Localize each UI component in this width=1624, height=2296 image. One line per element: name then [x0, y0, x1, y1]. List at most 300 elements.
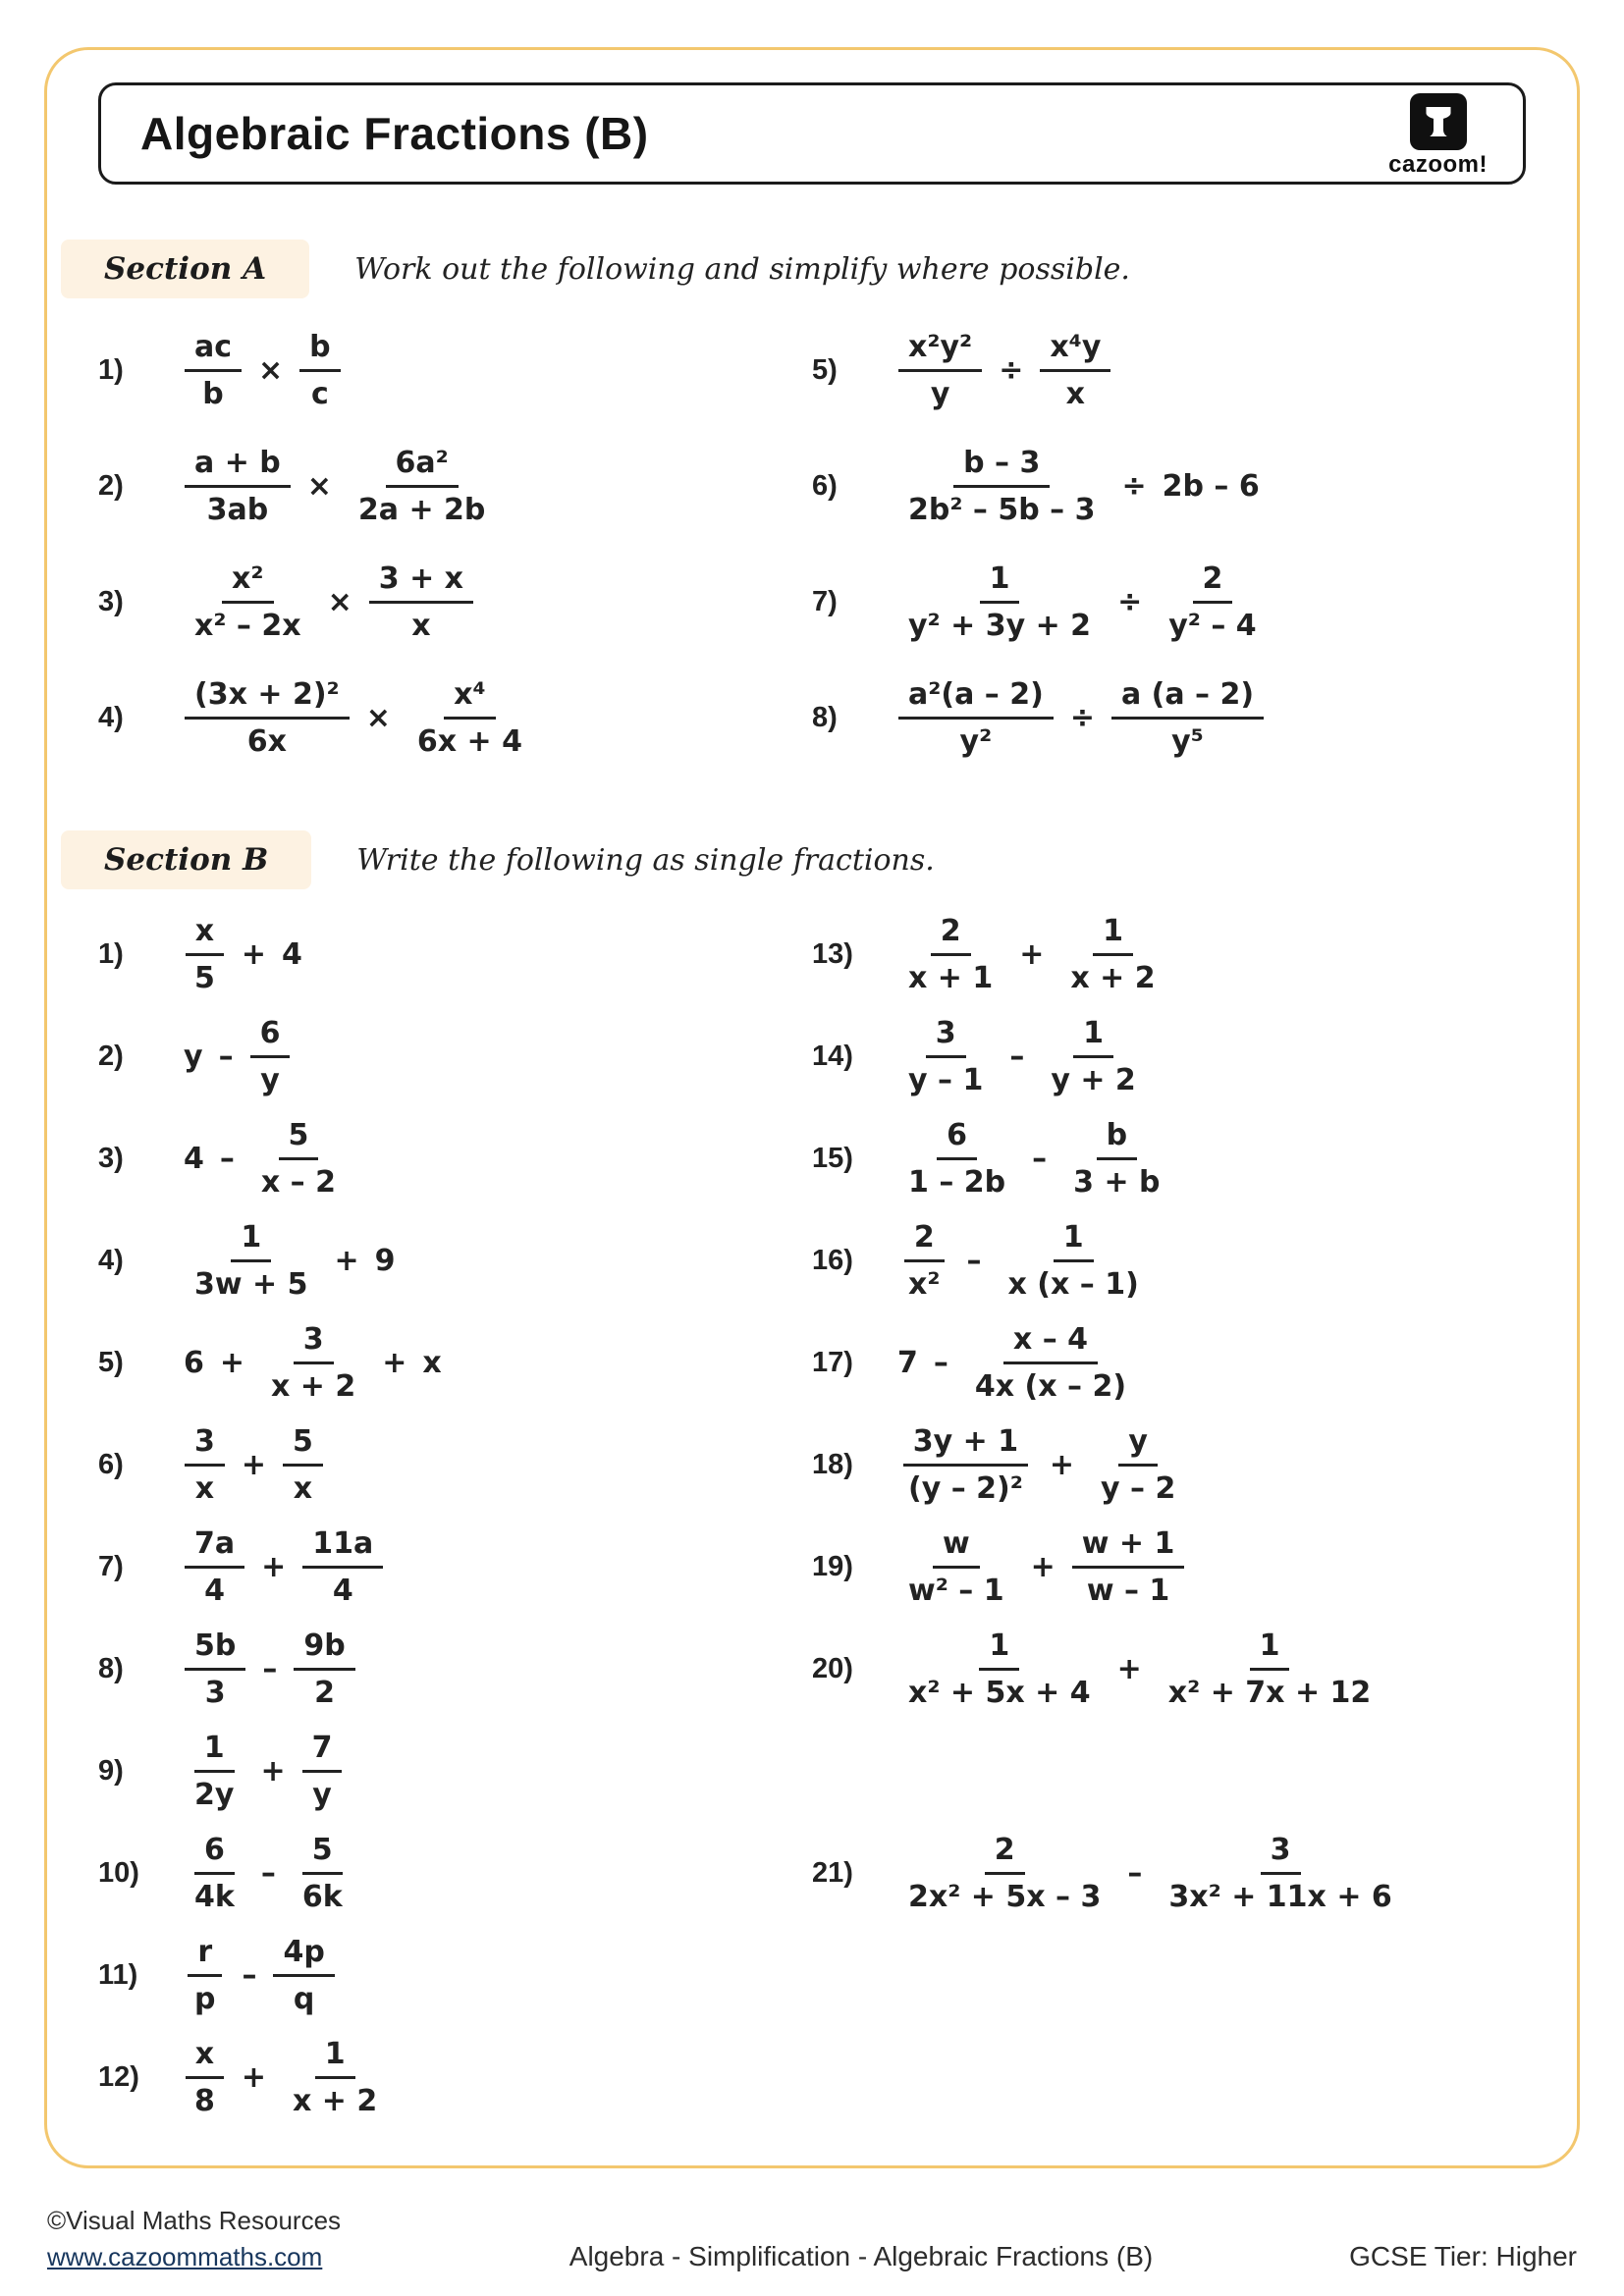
problem-number: 17) [812, 1346, 853, 1378]
fraction-denominator: p [194, 1981, 216, 2016]
fraction-numerator: 11a [302, 1526, 383, 1569]
problem [98, 1414, 812, 1516]
problem-expression [893, 677, 1270, 759]
footer-center-label: Algebra - Simplification - Algebraic Fractions (B) [568, 2241, 1154, 2271]
section-b-column-right [812, 903, 1526, 2128]
fraction-denominator: 4 [332, 1573, 353, 1608]
fraction-denominator: 4k [194, 1879, 235, 1914]
section-a-header [98, 240, 1526, 298]
fraction [1041, 1016, 1145, 1097]
fraction [294, 1629, 354, 1710]
problem-expression [179, 1016, 296, 1097]
fraction [1111, 677, 1264, 759]
problem-expression [179, 1220, 401, 1302]
problem [98, 1924, 812, 2026]
problem [812, 1618, 1526, 1720]
fraction-numerator: 5b [185, 1629, 245, 1671]
term: 4 [282, 936, 302, 972]
section-instruction: Write the following as single fractions. [356, 842, 935, 878]
fraction [898, 677, 1054, 759]
fraction-denominator: y⁵ [1171, 723, 1204, 759]
fraction [302, 1526, 383, 1608]
problem-number: 4) [98, 701, 124, 733]
fraction [898, 1118, 1015, 1200]
operator: – [966, 1243, 982, 1278]
operator: ÷ [1117, 584, 1143, 619]
fraction-denominator: y² [959, 723, 993, 759]
fraction-numerator: 2 [931, 914, 971, 956]
problem-number: 4) [98, 1244, 124, 1276]
problem-number: 3) [98, 585, 124, 617]
problem-expression [893, 1118, 1176, 1200]
problem-number: 5) [98, 1346, 124, 1378]
section-label: Section A [61, 240, 309, 298]
problem-number: 19) [812, 1550, 853, 1582]
fraction-numerator: 1 [980, 561, 1020, 604]
fraction [898, 561, 1101, 643]
fraction-denominator: 6x [246, 723, 287, 759]
fraction [185, 1629, 245, 1710]
cazoom-logo [1388, 93, 1488, 179]
fraction-numerator: 1 [194, 1731, 235, 1773]
problem-number: 8) [812, 701, 838, 733]
problem-number: 14) [812, 1040, 853, 1072]
operator: × [327, 584, 352, 619]
cazoom-logo-icon [1410, 93, 1467, 150]
problem-number: 20) [812, 1652, 853, 1684]
fraction-numerator: 1 [1093, 914, 1133, 956]
fraction-denominator: y + 2 [1051, 1062, 1136, 1097]
problem [98, 544, 812, 660]
fraction [261, 1322, 365, 1404]
operator: – [260, 1855, 276, 1891]
problem-expression [893, 1220, 1155, 1302]
problem-number: 7) [812, 585, 838, 617]
problem-expression [179, 1833, 358, 1914]
fraction [898, 1526, 1014, 1608]
fraction [283, 2037, 387, 2118]
fraction [349, 446, 496, 527]
fraction-numerator: b [299, 330, 340, 372]
fraction-numerator: a + b [185, 446, 291, 488]
problem-number: 15) [812, 1142, 853, 1174]
page-title: Algebraic Fractions (B) [140, 108, 649, 159]
fraction-denominator: 3x² + 11x + 6 [1168, 1879, 1392, 1914]
fraction [185, 1833, 244, 1914]
fraction-numerator: ac [185, 330, 242, 372]
fraction-numerator: 7a [185, 1526, 244, 1569]
footer-copyright: ©Visual Maths Resources [47, 2206, 342, 2235]
fraction-denominator: y [312, 1777, 332, 1812]
problem-expression [179, 914, 307, 995]
problem-number: 10) [98, 1856, 139, 1889]
fraction-numerator: 2 [985, 1833, 1025, 1875]
problem-expression [179, 677, 538, 759]
operator: ÷ [1069, 700, 1095, 735]
fraction-numerator: 7 [302, 1731, 343, 1773]
fraction-numerator: 1 [231, 1220, 271, 1262]
problem-expression [179, 330, 347, 411]
fraction-numerator: 2 [1193, 561, 1233, 604]
section-a-column-right [812, 312, 1526, 775]
fraction [185, 330, 242, 411]
fraction-denominator: (y – 2)² [908, 1470, 1023, 1506]
problem-expression [179, 1731, 348, 1812]
problem-number: 1) [98, 937, 124, 970]
fraction [185, 561, 311, 643]
fraction-numerator: x⁴y [1040, 330, 1110, 372]
operator: × [306, 468, 332, 504]
fraction [369, 561, 473, 643]
fraction-numerator: 3 [1261, 1833, 1301, 1875]
fraction-numerator: 3 [926, 1016, 966, 1058]
problem-expression [179, 1118, 352, 1200]
fraction-denominator: y [260, 1062, 280, 1097]
problem [812, 1311, 1526, 1414]
problem-expression [893, 1629, 1386, 1710]
problem-number: 21) [812, 1856, 853, 1889]
title-box [98, 82, 1526, 185]
problem [98, 660, 812, 775]
fraction [1159, 561, 1266, 643]
operator: + [334, 1243, 359, 1278]
problem-expression [893, 446, 1265, 527]
fraction-numerator: 4p [273, 1935, 334, 1977]
operator: ÷ [999, 352, 1024, 388]
section-instruction: Work out the following and simplify where possible. [354, 251, 1130, 287]
fraction-denominator: x + 1 [908, 960, 994, 995]
fraction-denominator: x + 2 [1070, 960, 1156, 995]
problem-number: 3) [98, 1142, 124, 1174]
fraction-numerator: 5 [283, 1424, 323, 1467]
section-b [98, 830, 1526, 2128]
fraction-numerator: 3 + x [369, 561, 473, 604]
term: 4 [184, 1141, 204, 1176]
fraction-numerator: r [188, 1935, 222, 1977]
fraction [302, 1731, 343, 1812]
fraction-denominator: x + 2 [293, 2083, 378, 2118]
fraction-numerator: 3 [185, 1424, 225, 1467]
operator: – [1127, 1855, 1143, 1891]
operator: – [1032, 1141, 1048, 1176]
fraction [898, 1629, 1101, 1710]
fraction [185, 1220, 318, 1302]
fraction [185, 1424, 225, 1506]
fraction-numerator: x²y² [898, 330, 982, 372]
fraction-numerator: 9b [294, 1629, 354, 1671]
fraction-denominator: w – 1 [1086, 1573, 1170, 1608]
operator: – [262, 1651, 278, 1686]
operator: + [260, 1753, 286, 1789]
problem [98, 1005, 812, 1107]
operator: × [258, 352, 284, 388]
fraction-numerator: x [186, 914, 224, 956]
fraction [1060, 914, 1164, 995]
problem-number: 11) [98, 1958, 138, 1991]
fraction-numerator: 6 [937, 1118, 977, 1160]
fraction-denominator: x² + 5x + 4 [908, 1675, 1091, 1710]
fraction-denominator: 2a + 2b [357, 492, 486, 527]
fraction-denominator: 8 [194, 2083, 215, 2118]
term: y [184, 1039, 203, 1074]
fraction [898, 1016, 993, 1097]
section-label: Section B [61, 830, 311, 889]
problem-number: 2) [98, 1040, 124, 1072]
fraction-numerator: (3x + 2)² [185, 677, 350, 720]
problem [812, 428, 1526, 544]
fraction-denominator: 4x (x – 2) [974, 1368, 1127, 1404]
fraction [965, 1322, 1136, 1404]
operator: ÷ [1121, 468, 1147, 504]
problem [98, 1618, 812, 1720]
fraction-denominator: b [202, 376, 224, 411]
fraction [1040, 330, 1110, 411]
fraction [251, 1118, 346, 1200]
term: 2b – 6 [1162, 468, 1260, 504]
fraction-denominator: x² + 7x + 12 [1167, 1675, 1372, 1710]
problem-number: 8) [98, 1652, 124, 1684]
fraction-denominator: y – 1 [908, 1062, 984, 1097]
fraction-denominator: 6k [301, 1879, 343, 1914]
fraction-numerator: 5 [279, 1118, 319, 1160]
problem-expression [893, 1016, 1152, 1097]
problem-expression [179, 1424, 329, 1506]
footer [47, 2206, 1577, 2272]
fraction-denominator: x [293, 1470, 313, 1506]
fraction-denominator: 2 [314, 1675, 335, 1710]
term: 7 [897, 1345, 918, 1380]
fraction-numerator: b [1097, 1118, 1137, 1160]
problem-expression [893, 914, 1171, 995]
fraction-denominator: 1 – 2b [908, 1164, 1006, 1200]
problem-number: 6) [98, 1448, 124, 1480]
fraction [898, 446, 1106, 527]
fraction [898, 1424, 1033, 1506]
fraction [185, 1731, 244, 1812]
problem [98, 428, 812, 544]
footer-url-link[interactable]: www.cazoommaths.com [47, 2242, 323, 2271]
drum-icon [1419, 102, 1458, 141]
operator: + [1019, 936, 1045, 972]
problem-expression [179, 1629, 361, 1710]
problem-number: 12) [98, 2060, 139, 2093]
problem-number: 16) [812, 1244, 853, 1276]
fraction-denominator: 6x + 4 [416, 723, 522, 759]
fraction [1159, 1629, 1381, 1710]
problem [98, 1516, 812, 1618]
fraction-denominator: 4 [204, 1573, 225, 1608]
fraction [273, 1935, 334, 2016]
fraction [185, 914, 225, 995]
fraction [898, 1220, 950, 1302]
fraction-numerator: b – 3 [953, 446, 1050, 488]
fraction-denominator: x (x – 1) [1007, 1266, 1139, 1302]
fraction-denominator: x + 2 [271, 1368, 356, 1404]
fraction-numerator: 6 [250, 1016, 291, 1058]
fraction [1072, 1526, 1185, 1608]
problem-number: 6) [812, 469, 838, 502]
fraction-denominator: x [194, 1470, 215, 1506]
problem-expression [893, 1526, 1190, 1608]
problem-expression [179, 561, 479, 643]
fraction-numerator: w [933, 1526, 980, 1569]
fraction-numerator: y [1118, 1424, 1158, 1467]
fraction-denominator: x [1065, 376, 1086, 411]
problem [812, 1516, 1526, 1618]
problem-expression [179, 1526, 389, 1608]
problem [812, 1107, 1526, 1209]
problem-expression [893, 1833, 1408, 1914]
fraction-numerator: 6 [194, 1833, 235, 1875]
operator: + [382, 1345, 407, 1380]
operator: – [242, 1957, 257, 1993]
fraction [185, 1935, 225, 2016]
fraction [1091, 1424, 1185, 1506]
problem [812, 903, 1526, 1005]
fraction [185, 677, 350, 759]
fraction [185, 2037, 225, 2118]
problem-number: 13) [812, 937, 853, 970]
fraction-numerator: a (a – 2) [1111, 677, 1264, 720]
problem [812, 544, 1526, 660]
problem [812, 1209, 1526, 1311]
problem-expression [893, 330, 1116, 411]
section-b-problems [98, 903, 1526, 2128]
fraction [898, 1833, 1110, 1914]
fraction-numerator: x² [222, 561, 274, 604]
fraction-numerator: w + 1 [1072, 1526, 1185, 1569]
operator: + [241, 936, 267, 972]
problem-number: 18) [812, 1448, 853, 1480]
problem [98, 903, 812, 1005]
fraction-denominator: 2b² – 5b – 3 [908, 492, 1096, 527]
problem-number: 2) [98, 469, 124, 502]
section-a [98, 240, 1526, 775]
fraction-denominator: q [293, 1981, 315, 2016]
fraction [185, 446, 291, 527]
operator: – [933, 1345, 948, 1380]
section-a-problems [98, 312, 1526, 775]
fraction-numerator: 1 [1250, 1629, 1290, 1671]
fraction-denominator: c [311, 376, 329, 411]
fraction-numerator: a²(a – 2) [898, 677, 1054, 720]
fraction [293, 1833, 352, 1914]
fraction [898, 914, 1002, 995]
problem-expression [179, 446, 501, 527]
fraction-numerator: 1 [1054, 1220, 1094, 1262]
operator: + [261, 1549, 287, 1584]
problem-expression [179, 1322, 447, 1404]
operator: – [218, 1039, 234, 1074]
fraction-denominator: x – 2 [260, 1164, 336, 1200]
fraction-denominator: y – 2 [1101, 1470, 1176, 1506]
fraction-numerator: 5 [302, 1833, 343, 1875]
fraction-denominator: y² + 3y + 2 [908, 608, 1092, 643]
fraction-denominator: x² – 2x [194, 608, 301, 643]
problem [812, 312, 1526, 428]
operator: – [219, 1141, 235, 1176]
fraction-numerator: 2 [904, 1220, 945, 1262]
fraction-denominator: 3 + b [1073, 1164, 1161, 1200]
section-a-column-left [98, 312, 812, 775]
problem-number: 1) [98, 353, 124, 386]
operator: + [1049, 1447, 1075, 1482]
section-b-column-left [98, 903, 812, 2128]
problem [812, 1822, 1526, 1924]
problem [98, 1311, 812, 1414]
fraction-denominator: 3w + 5 [194, 1266, 308, 1302]
fraction-numerator: x⁴ [444, 677, 496, 720]
fraction-denominator: x² [908, 1266, 941, 1302]
footer-tier-label: GCSE Tier: Higher [1349, 2241, 1577, 2271]
fraction-numerator: x [186, 2037, 224, 2079]
fraction-numerator: 1 [1073, 1016, 1113, 1058]
term: x [422, 1345, 442, 1380]
fraction [407, 677, 532, 759]
fraction-numerator: 6a² [386, 446, 459, 488]
fraction-denominator: 5 [194, 960, 215, 995]
problem-number: 9) [98, 1754, 124, 1787]
problem [812, 660, 1526, 775]
fraction-denominator: 3 [204, 1675, 226, 1710]
fraction [185, 1526, 244, 1608]
problem-expression [893, 561, 1272, 643]
fraction-denominator: y² – 4 [1168, 608, 1257, 643]
operator: + [241, 1447, 267, 1482]
fraction [1159, 1833, 1401, 1914]
problem-expression [179, 2037, 393, 2118]
fraction [299, 330, 340, 411]
problem [98, 2026, 812, 2128]
operator: + [219, 1345, 245, 1380]
term: 6 [184, 1345, 204, 1380]
operator: + [1116, 1651, 1142, 1686]
term: 9 [374, 1243, 396, 1278]
problem [98, 312, 812, 428]
fraction [898, 330, 982, 411]
problem [812, 1005, 1526, 1107]
problem [98, 1107, 812, 1209]
problem [812, 1414, 1526, 1516]
problem-number: 7) [98, 1550, 124, 1582]
problem-expression [179, 1935, 341, 2016]
cazoom-logo-text: cazoom! [1388, 151, 1488, 178]
fraction-denominator: 2y [194, 1777, 235, 1812]
operator: – [1009, 1039, 1025, 1074]
fraction-numerator: x – 4 [1003, 1322, 1098, 1364]
page-content [44, 47, 1580, 2168]
problem [98, 1822, 812, 1924]
fraction-numerator: 1 [315, 2037, 355, 2079]
fraction-numerator: 1 [979, 1629, 1019, 1671]
problem-expression [893, 1322, 1142, 1404]
problem-number: 5) [812, 353, 838, 386]
problem [98, 1209, 812, 1311]
fraction [250, 1016, 291, 1097]
footer-left [47, 2206, 469, 2272]
operator: + [241, 2059, 267, 2095]
fraction-denominator: 3ab [206, 492, 269, 527]
section-b-header [98, 830, 1526, 889]
fraction [999, 1220, 1149, 1302]
problem [98, 1720, 812, 1822]
fraction [283, 1424, 323, 1506]
fraction-denominator: x [411, 608, 431, 643]
fraction [1063, 1118, 1169, 1200]
fraction-numerator: 3 [294, 1322, 334, 1364]
fraction-denominator: w² – 1 [908, 1573, 1004, 1608]
fraction-numerator: 3y + 1 [903, 1424, 1028, 1467]
